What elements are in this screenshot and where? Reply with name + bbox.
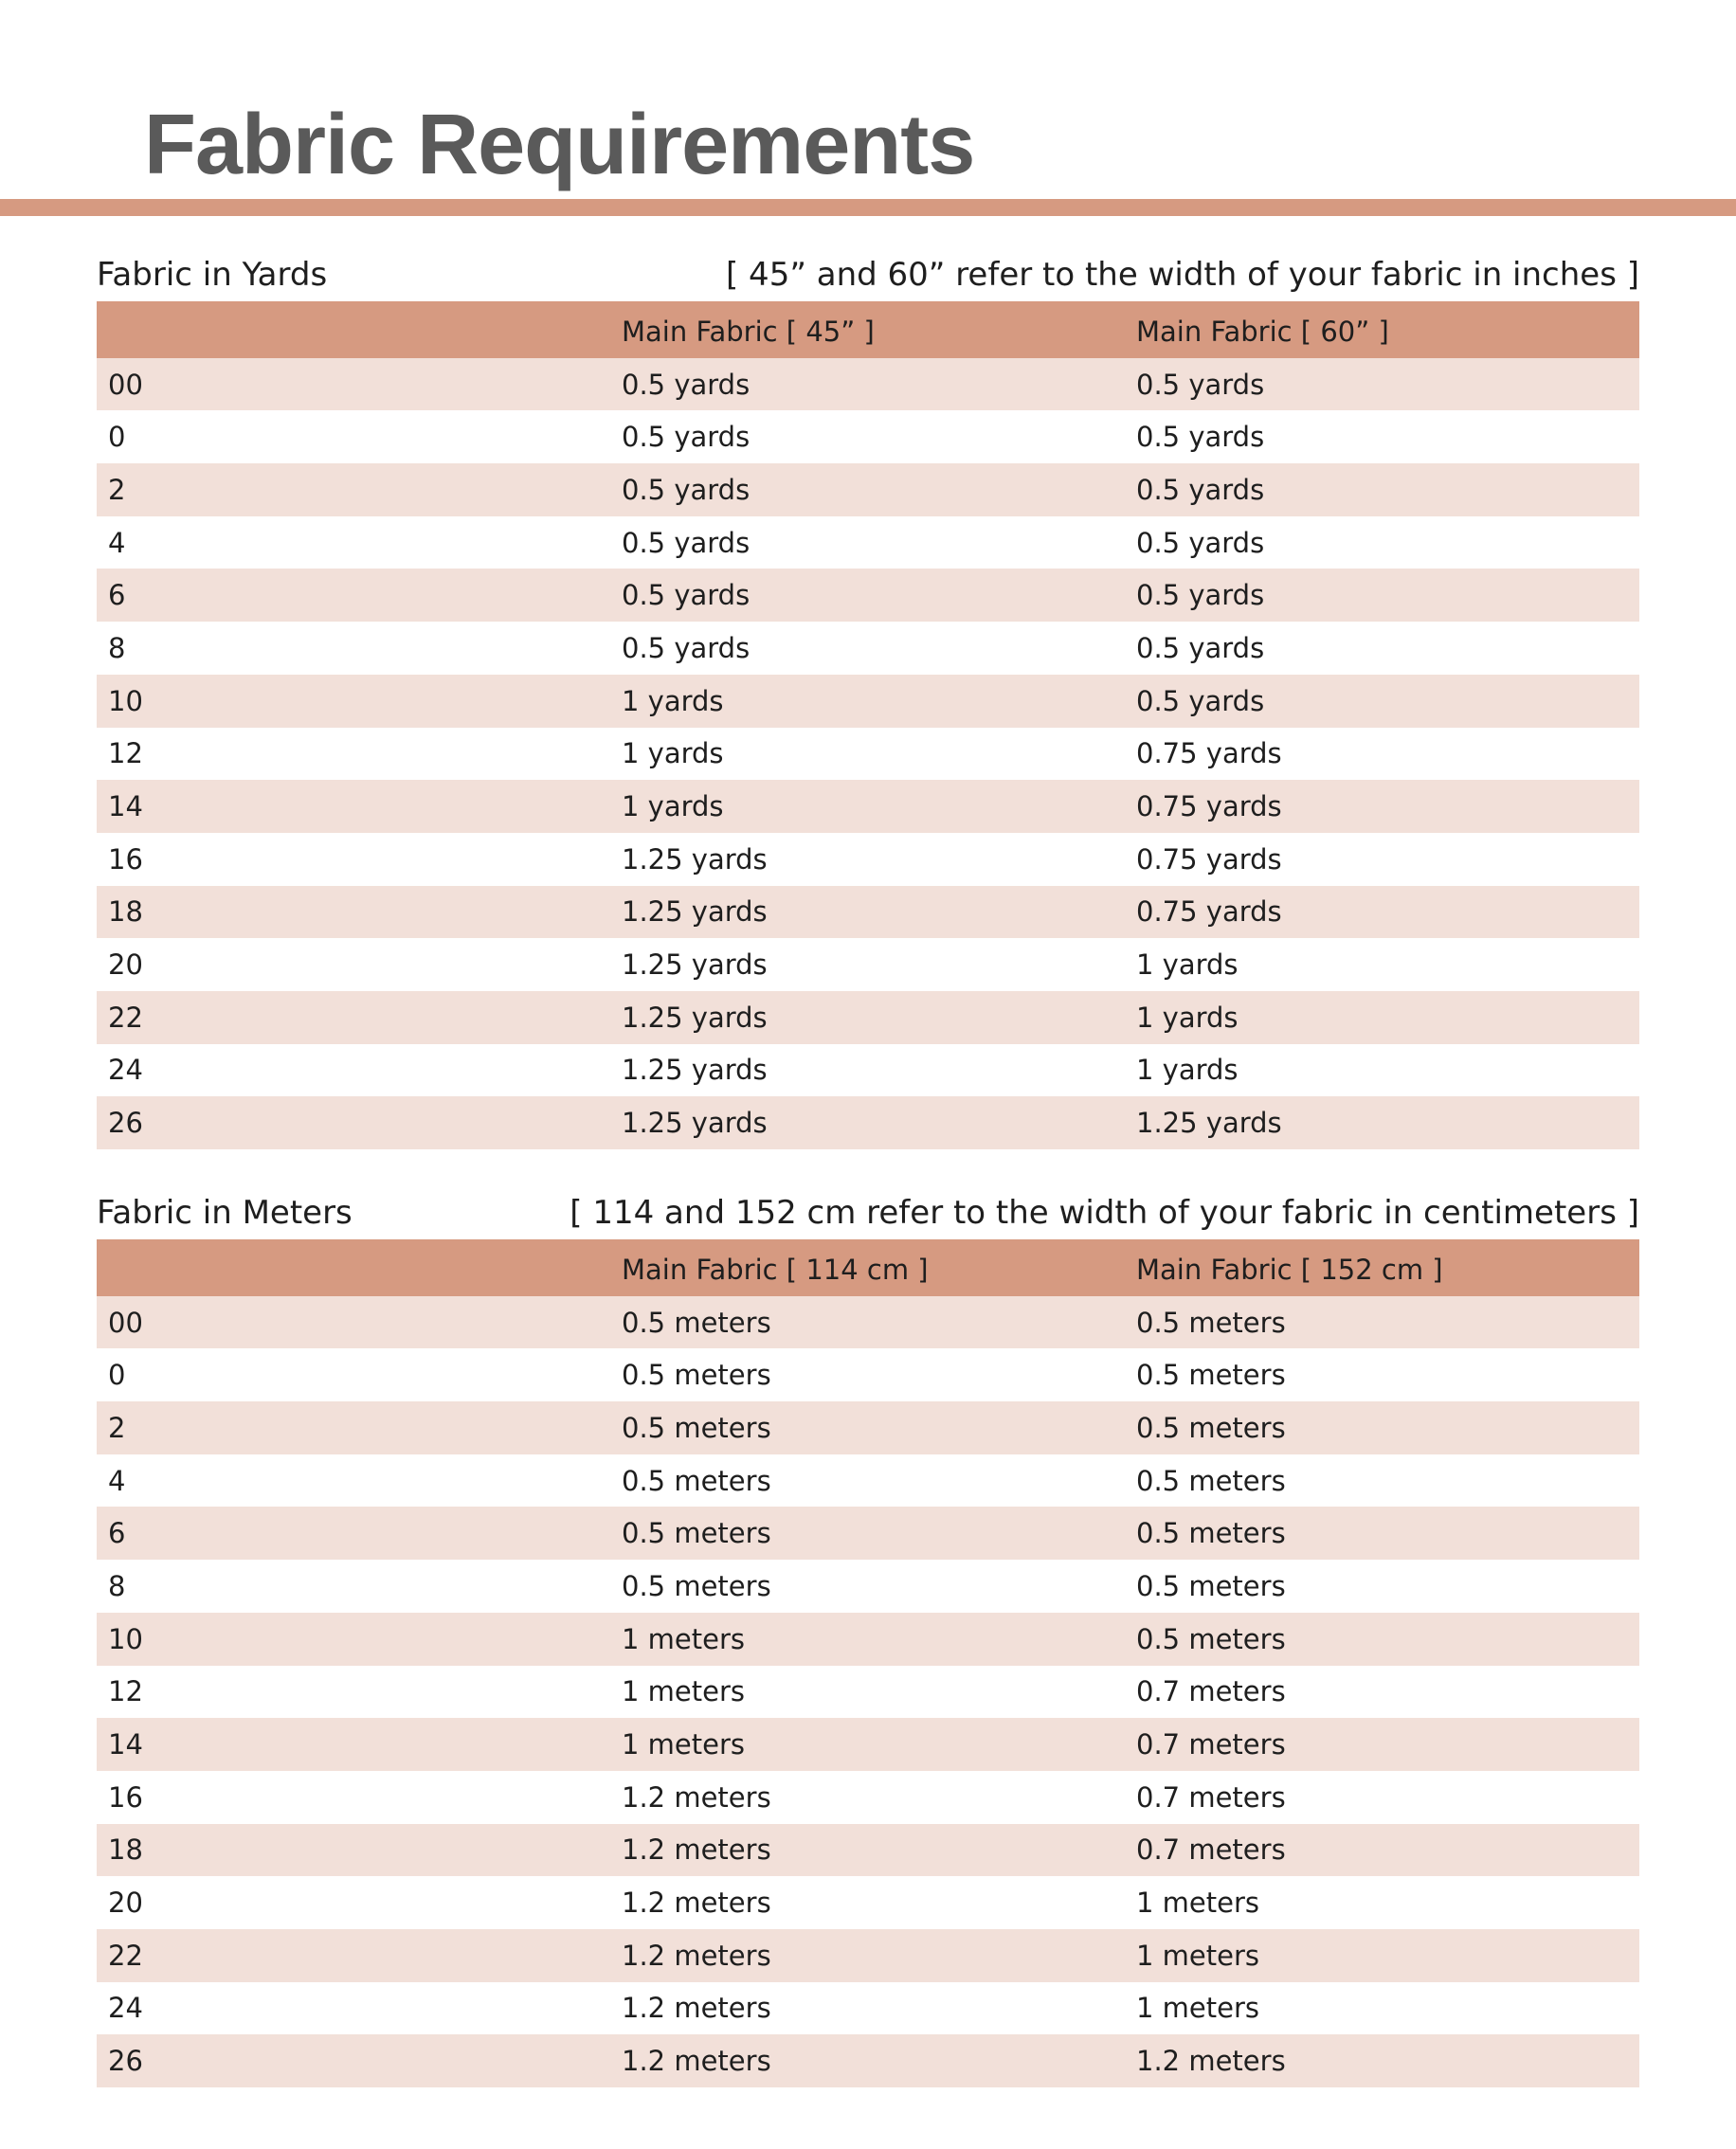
size-cell: 0 xyxy=(97,1348,610,1401)
yards-header-cell xyxy=(97,301,610,358)
amount-cell: 0.5 yards xyxy=(610,358,1125,411)
yards-section xyxy=(97,254,1639,1149)
amount-cell: 0.5 meters xyxy=(610,1348,1125,1401)
meters-section xyxy=(97,1192,1639,2087)
table-row xyxy=(97,358,1639,411)
size-cell: 16 xyxy=(97,1771,610,1824)
amount-cell: 1.2 meters xyxy=(1125,2034,1639,2087)
size-cell: 4 xyxy=(97,516,610,569)
title-rule xyxy=(0,199,1736,216)
table-row xyxy=(97,1096,1639,1149)
meters-section-label: Fabric in Meters xyxy=(97,1194,353,1232)
amount-cell: 1.2 meters xyxy=(610,1824,1125,1877)
amount-cell: 0.5 meters xyxy=(1125,1296,1639,1349)
yards-header-cell: Main Fabric [ 45” ] xyxy=(610,301,1125,358)
meters-table xyxy=(97,1239,1639,2087)
amount-cell: 0.5 yards xyxy=(1125,622,1639,675)
amount-cell: 1.25 yards xyxy=(610,833,1125,886)
amount-cell: 1 yards xyxy=(610,728,1125,781)
amount-cell: 0.5 yards xyxy=(610,410,1125,463)
table-row xyxy=(97,1507,1639,1560)
amount-cell: 0.5 yards xyxy=(610,569,1125,622)
meters-header-row xyxy=(97,1239,1639,1296)
meters-header-cell xyxy=(97,1239,610,1296)
size-cell: 20 xyxy=(97,938,610,991)
yards-table xyxy=(97,301,1639,1149)
meters-width-note: [ 114 and 152 cm refer to the width of your fabric in centimeters ] xyxy=(570,1194,1639,1232)
yards-section-header xyxy=(97,254,1639,301)
amount-cell: 1 yards xyxy=(1125,991,1639,1044)
table-row xyxy=(97,1718,1639,1771)
yards-width-note: [ 45” and 60” refer to the width of your fabric in inches ] xyxy=(725,256,1639,294)
amount-cell: 1 meters xyxy=(610,1666,1125,1719)
amount-cell: 1 yards xyxy=(610,675,1125,728)
table-row xyxy=(97,2034,1639,2087)
amount-cell: 0.75 yards xyxy=(1125,780,1639,833)
size-cell: 14 xyxy=(97,780,610,833)
amount-cell: 1 yards xyxy=(1125,1044,1639,1097)
table-row xyxy=(97,410,1639,463)
amount-cell: 1 meters xyxy=(1125,1929,1639,1982)
amount-cell: 1 meters xyxy=(610,1613,1125,1666)
size-cell: 12 xyxy=(97,1666,610,1719)
amount-cell: 0.5 yards xyxy=(1125,569,1639,622)
size-cell: 10 xyxy=(97,675,610,728)
size-cell: 0 xyxy=(97,410,610,463)
table-row xyxy=(97,622,1639,675)
size-cell: 24 xyxy=(97,1982,610,2035)
amount-cell: 0.75 yards xyxy=(1125,833,1639,886)
amount-cell: 1.2 meters xyxy=(610,1982,1125,2035)
size-cell: 14 xyxy=(97,1718,610,1771)
size-cell: 22 xyxy=(97,1929,610,1982)
amount-cell: 1 meters xyxy=(1125,1982,1639,2035)
amount-cell: 1.25 yards xyxy=(610,938,1125,991)
page-title: Fabric Requirements xyxy=(144,98,975,192)
table-row xyxy=(97,1876,1639,1929)
amount-cell: 0.5 yards xyxy=(1125,675,1639,728)
size-cell: 18 xyxy=(97,1824,610,1877)
amount-cell: 0.5 yards xyxy=(610,516,1125,569)
meters-section-header xyxy=(97,1192,1639,1239)
amount-cell: 0.5 yards xyxy=(610,622,1125,675)
size-cell: 6 xyxy=(97,569,610,622)
table-row xyxy=(97,886,1639,939)
table-row xyxy=(97,463,1639,516)
size-cell: 24 xyxy=(97,1044,610,1097)
size-cell: 00 xyxy=(97,1296,610,1349)
table-row xyxy=(97,833,1639,886)
amount-cell: 1 meters xyxy=(610,1718,1125,1771)
table-row xyxy=(97,516,1639,569)
amount-cell: 0.75 yards xyxy=(1125,728,1639,781)
size-cell: 2 xyxy=(97,463,610,516)
size-cell: 2 xyxy=(97,1401,610,1454)
amount-cell: 0.7 meters xyxy=(1125,1718,1639,1771)
amount-cell: 1 yards xyxy=(1125,938,1639,991)
amount-cell: 0.5 meters xyxy=(1125,1401,1639,1454)
amount-cell: 0.5 meters xyxy=(610,1454,1125,1508)
amount-cell: 1.2 meters xyxy=(610,1771,1125,1824)
amount-cell: 0.5 meters xyxy=(610,1401,1125,1454)
size-cell: 4 xyxy=(97,1454,610,1508)
size-cell: 12 xyxy=(97,728,610,781)
size-cell: 26 xyxy=(97,2034,610,2087)
amount-cell: 0.7 meters xyxy=(1125,1666,1639,1719)
amount-cell: 1.25 yards xyxy=(610,991,1125,1044)
table-row xyxy=(97,1348,1639,1401)
size-cell: 8 xyxy=(97,1560,610,1613)
amount-cell: 0.5 yards xyxy=(1125,463,1639,516)
amount-cell: 0.5 yards xyxy=(610,463,1125,516)
size-cell: 00 xyxy=(97,358,610,411)
yards-header-cell: Main Fabric [ 60” ] xyxy=(1125,301,1639,358)
size-cell: 22 xyxy=(97,991,610,1044)
amount-cell: 0.5 meters xyxy=(610,1507,1125,1560)
table-row xyxy=(97,1613,1639,1666)
amount-cell: 0.5 meters xyxy=(610,1296,1125,1349)
amount-cell: 0.5 yards xyxy=(1125,516,1639,569)
amount-cell: 0.5 meters xyxy=(1125,1613,1639,1666)
table-row xyxy=(97,1401,1639,1454)
size-cell: 26 xyxy=(97,1096,610,1149)
amount-cell: 1.2 meters xyxy=(610,1876,1125,1929)
table-row xyxy=(97,938,1639,991)
amount-cell: 1.2 meters xyxy=(610,1929,1125,1982)
amount-cell: 0.7 meters xyxy=(1125,1824,1639,1877)
table-row xyxy=(97,991,1639,1044)
amount-cell: 0.5 meters xyxy=(1125,1454,1639,1508)
yards-section-label: Fabric in Yards xyxy=(97,256,328,294)
size-cell: 18 xyxy=(97,886,610,939)
amount-cell: 1.25 yards xyxy=(610,1096,1125,1149)
amount-cell: 1.25 yards xyxy=(610,1044,1125,1097)
amount-cell: 1.25 yards xyxy=(1125,1096,1639,1149)
table-row xyxy=(97,569,1639,622)
table-row xyxy=(97,780,1639,833)
amount-cell: 1 yards xyxy=(610,780,1125,833)
yards-header-row xyxy=(97,301,1639,358)
table-row xyxy=(97,1771,1639,1824)
amount-cell: 0.7 meters xyxy=(1125,1771,1639,1824)
table-row xyxy=(97,1666,1639,1719)
size-cell: 10 xyxy=(97,1613,610,1666)
amount-cell: 0.5 meters xyxy=(610,1560,1125,1613)
table-row xyxy=(97,1560,1639,1613)
table-row xyxy=(97,1454,1639,1508)
table-row xyxy=(97,728,1639,781)
amount-cell: 1.25 yards xyxy=(610,886,1125,939)
table-row xyxy=(97,1296,1639,1349)
amount-cell: 0.75 yards xyxy=(1125,886,1639,939)
amount-cell: 0.5 meters xyxy=(1125,1560,1639,1613)
size-cell: 6 xyxy=(97,1507,610,1560)
table-row xyxy=(97,1824,1639,1877)
meters-header-cell: Main Fabric [ 152 cm ] xyxy=(1125,1239,1639,1296)
table-row xyxy=(97,1982,1639,2035)
amount-cell: 1.2 meters xyxy=(610,2034,1125,2087)
table-row xyxy=(97,1929,1639,1982)
amount-cell: 1 meters xyxy=(1125,1876,1639,1929)
amount-cell: 0.5 yards xyxy=(1125,358,1639,411)
amount-cell: 0.5 meters xyxy=(1125,1348,1639,1401)
meters-header-cell: Main Fabric [ 114 cm ] xyxy=(610,1239,1125,1296)
amount-cell: 0.5 meters xyxy=(1125,1507,1639,1560)
amount-cell: 0.5 yards xyxy=(1125,410,1639,463)
table-row xyxy=(97,1044,1639,1097)
size-cell: 20 xyxy=(97,1876,610,1929)
size-cell: 16 xyxy=(97,833,610,886)
size-cell: 8 xyxy=(97,622,610,675)
table-row xyxy=(97,675,1639,728)
